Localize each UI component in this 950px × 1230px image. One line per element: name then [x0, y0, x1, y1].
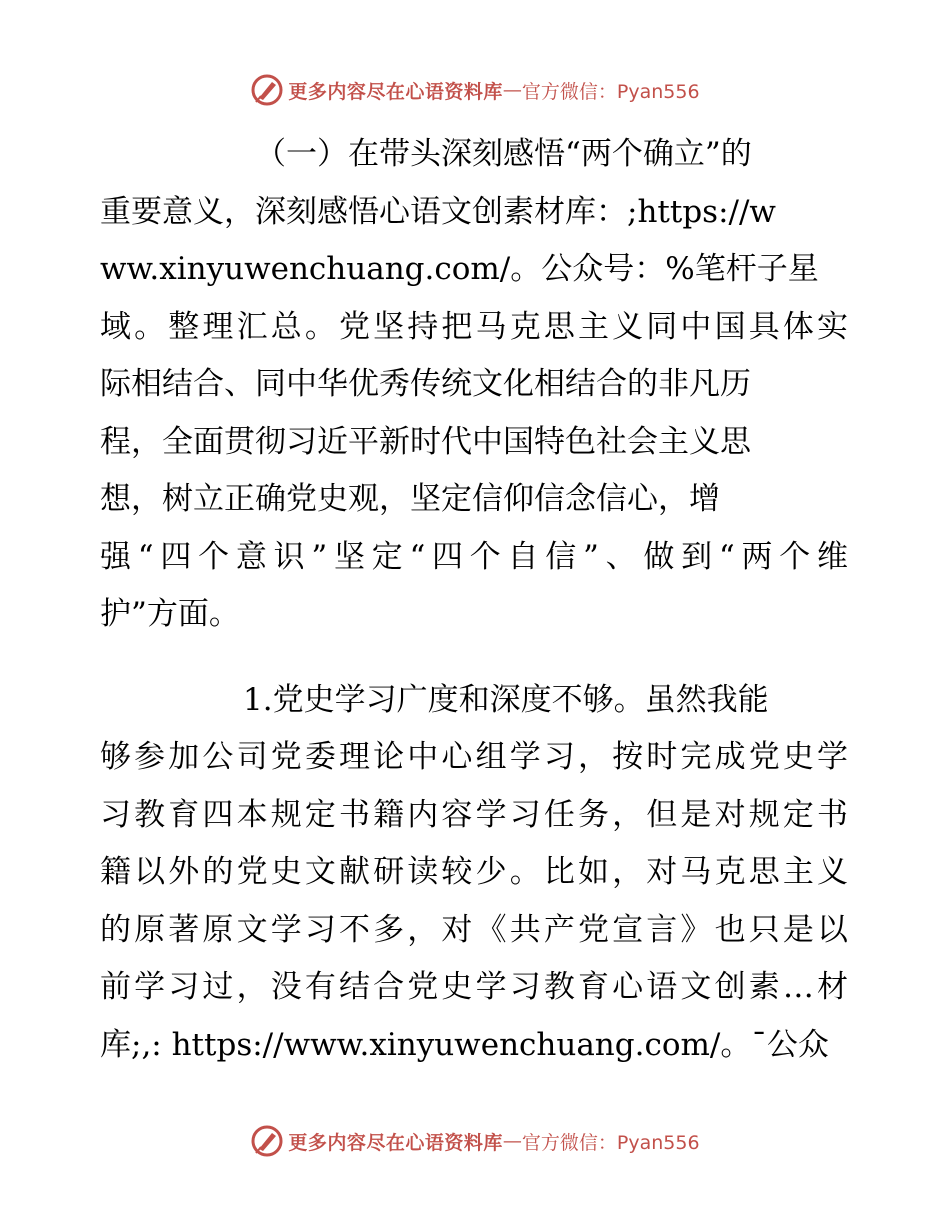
text-line: 域。整理汇总。党坚持把马克思主义同中国具体实 — [100, 308, 848, 345]
text-line: （一）在带头深刻感悟“两个确立”的 — [255, 136, 752, 172]
document-body — [100, 126, 848, 1074]
banner-wechat: 官方微信：Pyan556 — [521, 80, 700, 103]
quill-pen-circle-icon — [250, 73, 284, 107]
text-line: 习教育四本规定书籍内容学习任务，但是对规定书 — [100, 796, 848, 833]
text-line: ww.xinyuwenchuang.com/。公众号：%笔杆子星 — [100, 251, 819, 287]
banner-site-name: 更多内容尽在心语资料库 — [288, 80, 503, 103]
text-line: 程，全面贯彻习近平新时代中国特色社会主义思 — [100, 423, 751, 460]
banner-wechat: 官方微信：Pyan556 — [521, 1131, 700, 1154]
banner-dash: — — [502, 1130, 522, 1152]
text-line: 籍以外的党史文献研读较少。比如，对马克思主义 — [100, 854, 848, 890]
paragraph-1 — [100, 126, 848, 644]
paragraph-gap — [100, 644, 848, 672]
text-line: 想，树立正确党史观，坚定信仰信念信心，增 — [100, 481, 720, 517]
header-banner — [0, 72, 950, 108]
text-line: 的原著原文学习不多，对《共产党宣言》也只是以 — [100, 911, 848, 948]
footer-banner — [0, 1123, 950, 1159]
text-line: 前学习过，没有结合党史学习教育心语文创素…材 — [100, 969, 848, 1005]
text-line: 1.党史学习广度和深度不够。虽然我能 — [243, 681, 769, 718]
text-line: 护”方面。 — [100, 596, 240, 632]
text-line: 库;,: https://www.xinyuwenchuang.com/。¯公众 — [100, 1026, 829, 1063]
text-line: 够参加公司党委理论中心组学习，按时完成党史学 — [100, 739, 848, 775]
banner-site-name: 更多内容尽在心语资料库 — [288, 1131, 503, 1154]
text-line: 强“四个意识”坚定“四个自信”、做到“两个维 — [100, 538, 848, 575]
text-line: 重要意义，深刻感悟心语文创素材库：;https://w — [100, 193, 776, 230]
banner-dash: — — [502, 79, 522, 101]
paragraph-2 — [100, 672, 848, 1075]
text-line: 际相结合、同中华优秀传统文化相结合的非凡历 — [100, 366, 751, 402]
quill-pen-circle-icon — [250, 1124, 284, 1158]
